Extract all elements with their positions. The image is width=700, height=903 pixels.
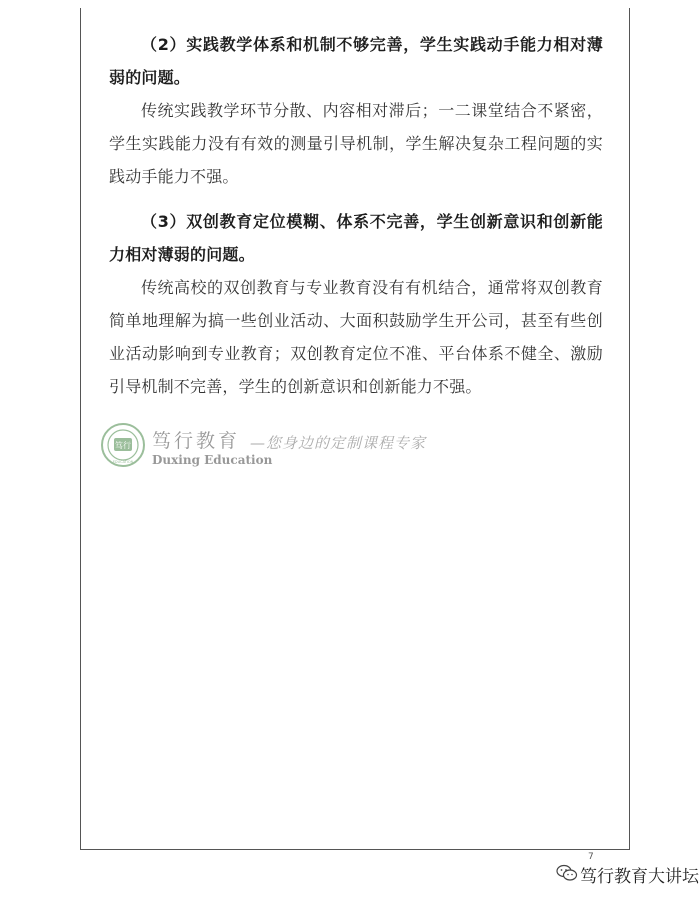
duxing-logo-icon xyxy=(100,422,146,468)
logo-text: 笃行 xyxy=(115,441,131,450)
wechat-icon xyxy=(556,864,578,882)
watermark-brand-en: Duxing Education xyxy=(152,453,273,467)
section-3-body: 传统高校的双创教育与专业教育没有有机结合，通常将双创教育简单地理解为搞一些创业活动、大面积鼓励学生开公司，甚至有些创业活动影响到专业教育；双创教育定位不准、平台体系不健全、激励引导机制不完善，学生的创新意识和创新能力不强。 xyxy=(109,278,603,396)
logo-ring-text: EDUCATION xyxy=(112,460,134,464)
section-2-body: 传统实践教学环节分散、内容相对滞后；一二课堂结合不紧密，学生实践能力没有有效的测量引导机制，学生解决复杂工程问题的实践动手能力不强。 xyxy=(109,101,603,186)
page-number: 7 xyxy=(588,852,594,862)
account-name: 笃行教育大讲坛 xyxy=(580,867,699,887)
watermark-brand-cn: 笃行教育 xyxy=(152,430,241,452)
watermark-slogan: —您身边的定制课程专家 xyxy=(250,434,427,452)
section-3-heading: （3）双创教育定位模糊、体系不完善，学生创新意识和创新能力相对薄弱的问题。 xyxy=(109,212,603,264)
watermark xyxy=(100,420,440,480)
section-2-heading: （2）实践教学体系和机制不够完善，学生实践动手能力相对薄弱的问题。 xyxy=(109,35,603,87)
account-footer[interactable] xyxy=(556,858,699,888)
document-body xyxy=(109,28,603,403)
